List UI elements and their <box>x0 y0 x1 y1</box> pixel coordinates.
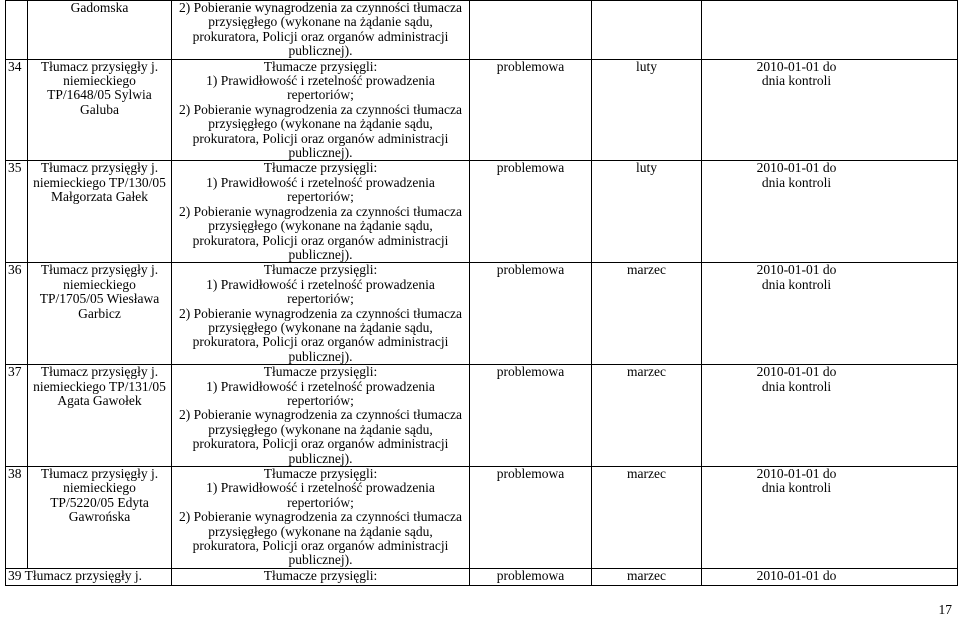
period-cell <box>702 467 958 569</box>
subject-line: przysięgłego (wykonane na żądanie sądu, <box>208 421 433 437</box>
translator-name-line: Garbicz <box>78 305 121 321</box>
table-row <box>6 263 958 365</box>
subject-line: przysięgłego (wykonane na żądanie sądu, <box>208 14 433 30</box>
translator-name-line: niemieckiego TP/130/05 <box>33 174 166 190</box>
row-number-cell <box>6 467 28 569</box>
subject-line: przysięgłego (wykonane na żądanie sądu, <box>208 523 433 539</box>
subject-line: Tłumacze przysięgli: <box>263 262 378 278</box>
subject-line: repertoriów; <box>287 189 354 205</box>
subject-line: przysięgłego (wykonane na żądanie sądu, <box>208 319 433 335</box>
subject-line: 1) Prawidłowość i rzetelność prowadzenia <box>206 480 435 496</box>
subject-line: Tłumacze przysięgli: <box>263 364 378 380</box>
inspection-schedule-table <box>5 0 958 586</box>
translator-name-line: niemieckiego TP/131/05 <box>33 378 166 394</box>
table-row <box>6 568 958 585</box>
translator-name-line: niemieckiego <box>63 480 136 496</box>
month-cell <box>592 1 702 60</box>
table-row <box>6 467 958 569</box>
subject-line: 2) Pobieranie wynagrodzenia za czynności tłumacza <box>179 407 462 423</box>
table-body <box>6 1 958 586</box>
subject-line: 1) Prawidłowość i rzetelność prowadzenia <box>206 378 435 394</box>
row-number-cell <box>6 161 28 263</box>
subject-line: publicznej). <box>288 552 353 568</box>
period-line: 2010-01-01 do <box>756 364 837 380</box>
inspection-type-cell: problemowa <box>470 59 592 161</box>
translator-name-line: TP/1648/05 Sylwia <box>47 87 152 103</box>
translator-name-cell <box>28 263 172 365</box>
subject-line: przysięgłego (wykonane na żądanie sądu, <box>208 218 433 234</box>
subject-line: prokuratora, Policji oraz organów administracji <box>192 436 449 452</box>
translator-name-line: Tłumacz przysięgły j. <box>40 160 159 176</box>
subject-line: repertoriów; <box>287 494 354 510</box>
month-cell: marzec <box>592 568 702 585</box>
month-cell: luty <box>592 161 702 263</box>
period-cell <box>702 1 958 60</box>
period-line: 2010-01-01 do <box>756 262 837 278</box>
inspection-type-cell: problemowa <box>470 467 592 569</box>
row-number-and-name-cell: 39 Tłumacz przysięgły j. <box>6 568 172 585</box>
translator-name-line: TP/1705/05 Wiesława <box>39 291 160 307</box>
month-cell: marzec <box>592 467 702 569</box>
translator-name-line: TP/5220/05 Edyta <box>50 494 149 510</box>
subject-line: publicznej). <box>288 145 353 161</box>
subject-line: 2) Pobieranie wynagrodzenia za czynności tłumacza <box>179 305 462 321</box>
translator-name-line: Tłumacz przysięgły j. <box>40 466 159 481</box>
subject-line: publicznej). <box>288 43 353 59</box>
period-cell: 2010-01-01 do <box>702 568 958 585</box>
row-number-cell <box>6 59 28 161</box>
translator-name-cell <box>28 1 172 60</box>
translator-name-line: Tłumacz przysięgły j. <box>40 364 159 380</box>
period-line: 2010-01-01 do <box>756 58 837 74</box>
inspection-subject-cell <box>172 365 470 467</box>
inspection-type-cell: problemowa <box>470 365 592 467</box>
subject-line: prokuratora, Policji oraz organów administracji <box>192 334 449 350</box>
period-cell <box>702 161 958 263</box>
period-line: 2010-01-01 do <box>756 160 837 176</box>
table-row <box>6 1 958 60</box>
translator-name-line: Tłumacz przysięgły j. <box>40 58 159 74</box>
subject-line: prokuratora, Policji oraz organów administracji <box>192 538 449 554</box>
inspection-type-cell: problemowa <box>470 161 592 263</box>
subject-line: Tłumacze przysięgli: <box>263 160 378 176</box>
translator-name-line: Małgorzata Gałek <box>50 189 149 205</box>
subject-line: 1) Prawidłowość i rzetelność prowadzenia <box>206 174 435 190</box>
subject-line: publicznej). <box>288 348 353 364</box>
subject-line: 1) Prawidłowość i rzetelność prowadzenia <box>206 276 435 292</box>
translator-name-cell <box>28 161 172 263</box>
translator-name-cell <box>28 467 172 569</box>
subject-line: publicznej). <box>288 450 353 466</box>
inspection-subject-cell <box>172 161 470 263</box>
subject-line: repertoriów; <box>287 87 354 103</box>
translator-name-line: Gawrońska <box>68 509 131 525</box>
inspection-type-cell <box>470 1 592 60</box>
month-cell: marzec <box>592 365 702 467</box>
inspection-subject-cell <box>172 263 470 365</box>
row-number-cell <box>6 1 28 60</box>
period-line: dnia kontroli <box>761 480 832 496</box>
inspection-subject-cell <box>172 59 470 161</box>
subject-line: 2) Pobieranie wynagrodzenia za czynności tłumacza <box>179 101 462 117</box>
page-number: 17 <box>938 602 952 617</box>
row-number: 36 <box>8 262 22 278</box>
translator-name-line: Galuba <box>80 101 119 117</box>
row-number: 35 <box>8 160 22 176</box>
row-number-cell <box>6 365 28 467</box>
month-cell: luty <box>592 59 702 161</box>
period-line: dnia kontroli <box>761 276 832 292</box>
table-row <box>6 59 958 161</box>
translator-name-line: Tłumacz przysięgły j. <box>40 262 159 278</box>
subject-line: Tłumacze przysięgli: <box>263 58 378 74</box>
subject-line: repertoriów; <box>287 291 354 307</box>
period-line: dnia kontroli <box>761 174 832 190</box>
translator-name-cell <box>28 59 172 161</box>
subject-line: Tłumacze przysięgli: <box>263 466 378 481</box>
subject-line: prokuratora, Policji oraz organów administracji <box>192 232 449 248</box>
translator-name-line: Agata Gawołek <box>57 392 142 408</box>
subject-line: prokuratora, Policji oraz organów administracji <box>192 130 449 146</box>
period-cell <box>702 59 958 161</box>
translator-name-line: niemieckiego <box>63 276 136 292</box>
subject-line: 2) Pobieranie wynagrodzenia za czynności tłumacza <box>179 0 462 15</box>
inspection-subject-cell <box>172 1 470 60</box>
period-cell <box>702 365 958 467</box>
subject-line: 2) Pobieranie wynagrodzenia za czynności tłumacza <box>179 509 462 525</box>
row-number: 37 <box>8 364 22 380</box>
inspection-type-cell: problemowa <box>470 568 592 585</box>
row-number: 34 <box>8 58 22 74</box>
subject-line: publicznej). <box>288 246 353 262</box>
period-cell <box>702 263 958 365</box>
subject-line: prokuratora, Policji oraz organów administracji <box>192 28 449 44</box>
subject-line: przysięgłego (wykonane na żądanie sądu, <box>208 116 433 132</box>
inspection-type-cell: problemowa <box>470 263 592 365</box>
inspection-subject-cell <box>172 467 470 569</box>
subject-line: repertoriów; <box>287 392 354 408</box>
subject-line: 2) Pobieranie wynagrodzenia za czynności tłumacza <box>179 203 462 219</box>
translator-name-cell <box>28 365 172 467</box>
period-line: 2010-01-01 do <box>756 466 837 481</box>
table-row <box>6 161 958 263</box>
row-number: 38 <box>8 466 22 481</box>
table-row <box>6 365 958 467</box>
translator-name: Gadomska <box>70 0 129 15</box>
subject-line: 1) Prawidłowość i rzetelność prowadzenia <box>206 73 435 89</box>
period-line: dnia kontroli <box>761 378 832 394</box>
inspection-subject-cell: Tłumacze przysięgli: <box>172 568 470 585</box>
month-cell: marzec <box>592 263 702 365</box>
period-line: dnia kontroli <box>761 73 832 89</box>
row-number-cell <box>6 263 28 365</box>
translator-name-line: niemieckiego <box>63 73 136 89</box>
